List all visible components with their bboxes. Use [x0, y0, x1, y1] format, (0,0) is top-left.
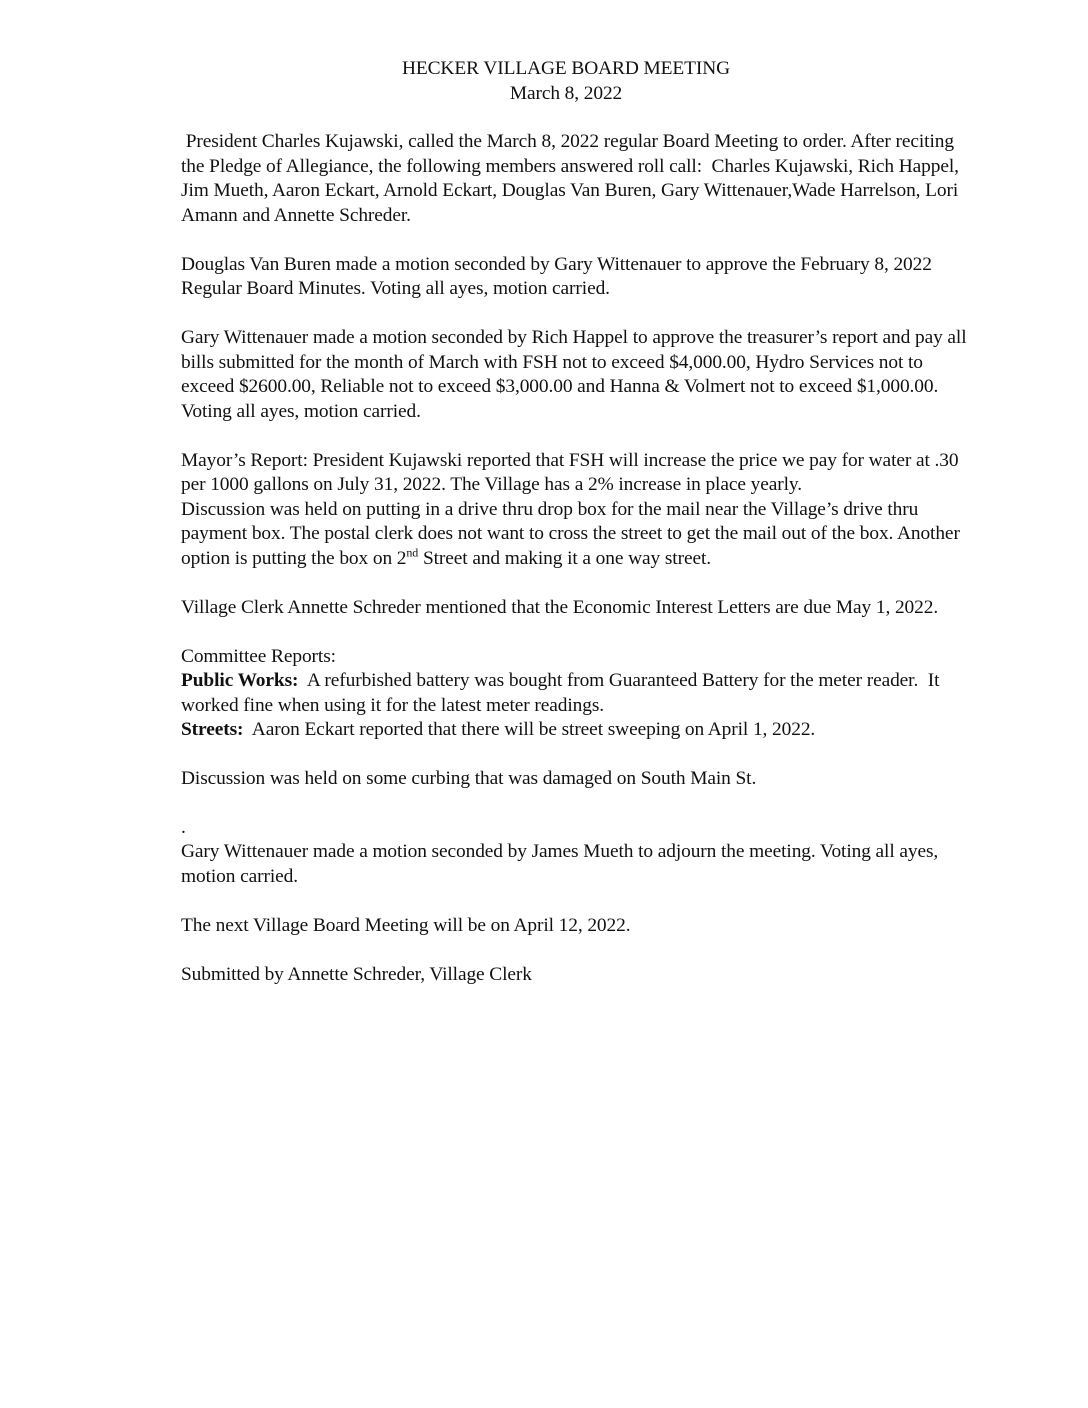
adjourn-motion-paragraph: Gary Wittenauer made a motion seconded by James Mueth to adjourn the meeting. Voting all ayes, motion carried.: [181, 841, 939, 887]
stray-mark: .: [181, 816, 186, 838]
drop-box-text-end: Street and making it a one way street.: [418, 547, 711, 569]
minutes-motion-paragraph: Douglas Van Buren made a motion seconded by Gary Wittenauer to approve the February 8, 2022 Regular Board Minutes. Voting all ayes, motion carried.: [181, 253, 932, 299]
clerk-note-paragraph: Village Clerk Annette Schreder mentioned that the Economic Interest Letters are due May 1, 2022.: [181, 596, 939, 618]
streets-label: Streets:: [181, 719, 244, 740]
document-page: [181, 57, 971, 1012]
public-works-paragraph: [181, 669, 971, 718]
treasurer-motion-paragraph: Gary Wittenauer made a motion seconded by Rich Happel to approve the treasurer’s report and pay all bills submitted for the month of March with FSH not to exceed $4,000.00, Hydro Services not to exceed $2600.00, Reliable not to exceed $3,000.00 and Hanna & Volmert not to exceed $1,000.00. Voting all ayes, motion carried.: [181, 327, 967, 422]
public-works-text: A refurbished battery was bought from Guaranteed Battery for the meter reader. It worked fine when using it for the latest meter readings.: [181, 670, 945, 716]
drop-box-paragraph: [181, 498, 971, 572]
committee-reports-heading: Committee Reports:: [181, 645, 336, 667]
ordinal-suffix: nd: [406, 545, 419, 560]
mayors-report-paragraph: Mayor’s Report: President Kujawski reported that FSH will increase the price we pay for water at .30 per 1000 gallons on July 31, 2022. The Village has a 2% increase in place yearly.: [181, 449, 959, 495]
public-works-label: Public Works:: [181, 670, 299, 691]
document-title: HECKER VILLAGE BOARD MEETING: [401, 58, 731, 79]
streets-text: Aaron Eckart reported that there will be street sweeping on April 1, 2022.: [243, 719, 816, 740]
meeting-date: March 8, 2022: [509, 82, 623, 104]
submitted-by-line: Submitted by Annette Schreder, Village Clerk: [181, 963, 532, 985]
drop-box-text: Discussion was held on putting in a drive thru drop box for the mail near the Village’s drive thru payment box. The postal clerk does not want to cross the street to get the mail out of the box. Another option is putting the box on 2: [181, 498, 960, 569]
call-to-order-paragraph: President Charles Kujawski, called the March 8, 2022 regular Board Meeting to order. After reciting the Pledge of Allegiance, the following members answered roll call: Charles Kujawski, Rich Happel, Jim Mueth, Aaron Eckart, Arnold Eckart, Douglas Van Buren, Gary Wittenauer,Wade Harrelson, Lori Amann and Annette Schreder.: [181, 131, 964, 226]
curbing-paragraph: Discussion was held on some curbing that was damaged on South Main St.: [181, 768, 757, 789]
header: [181, 57, 971, 106]
streets-paragraph: [181, 718, 971, 743]
next-meeting-paragraph: The next Village Board Meeting will be on April 12, 2022.: [181, 914, 631, 936]
